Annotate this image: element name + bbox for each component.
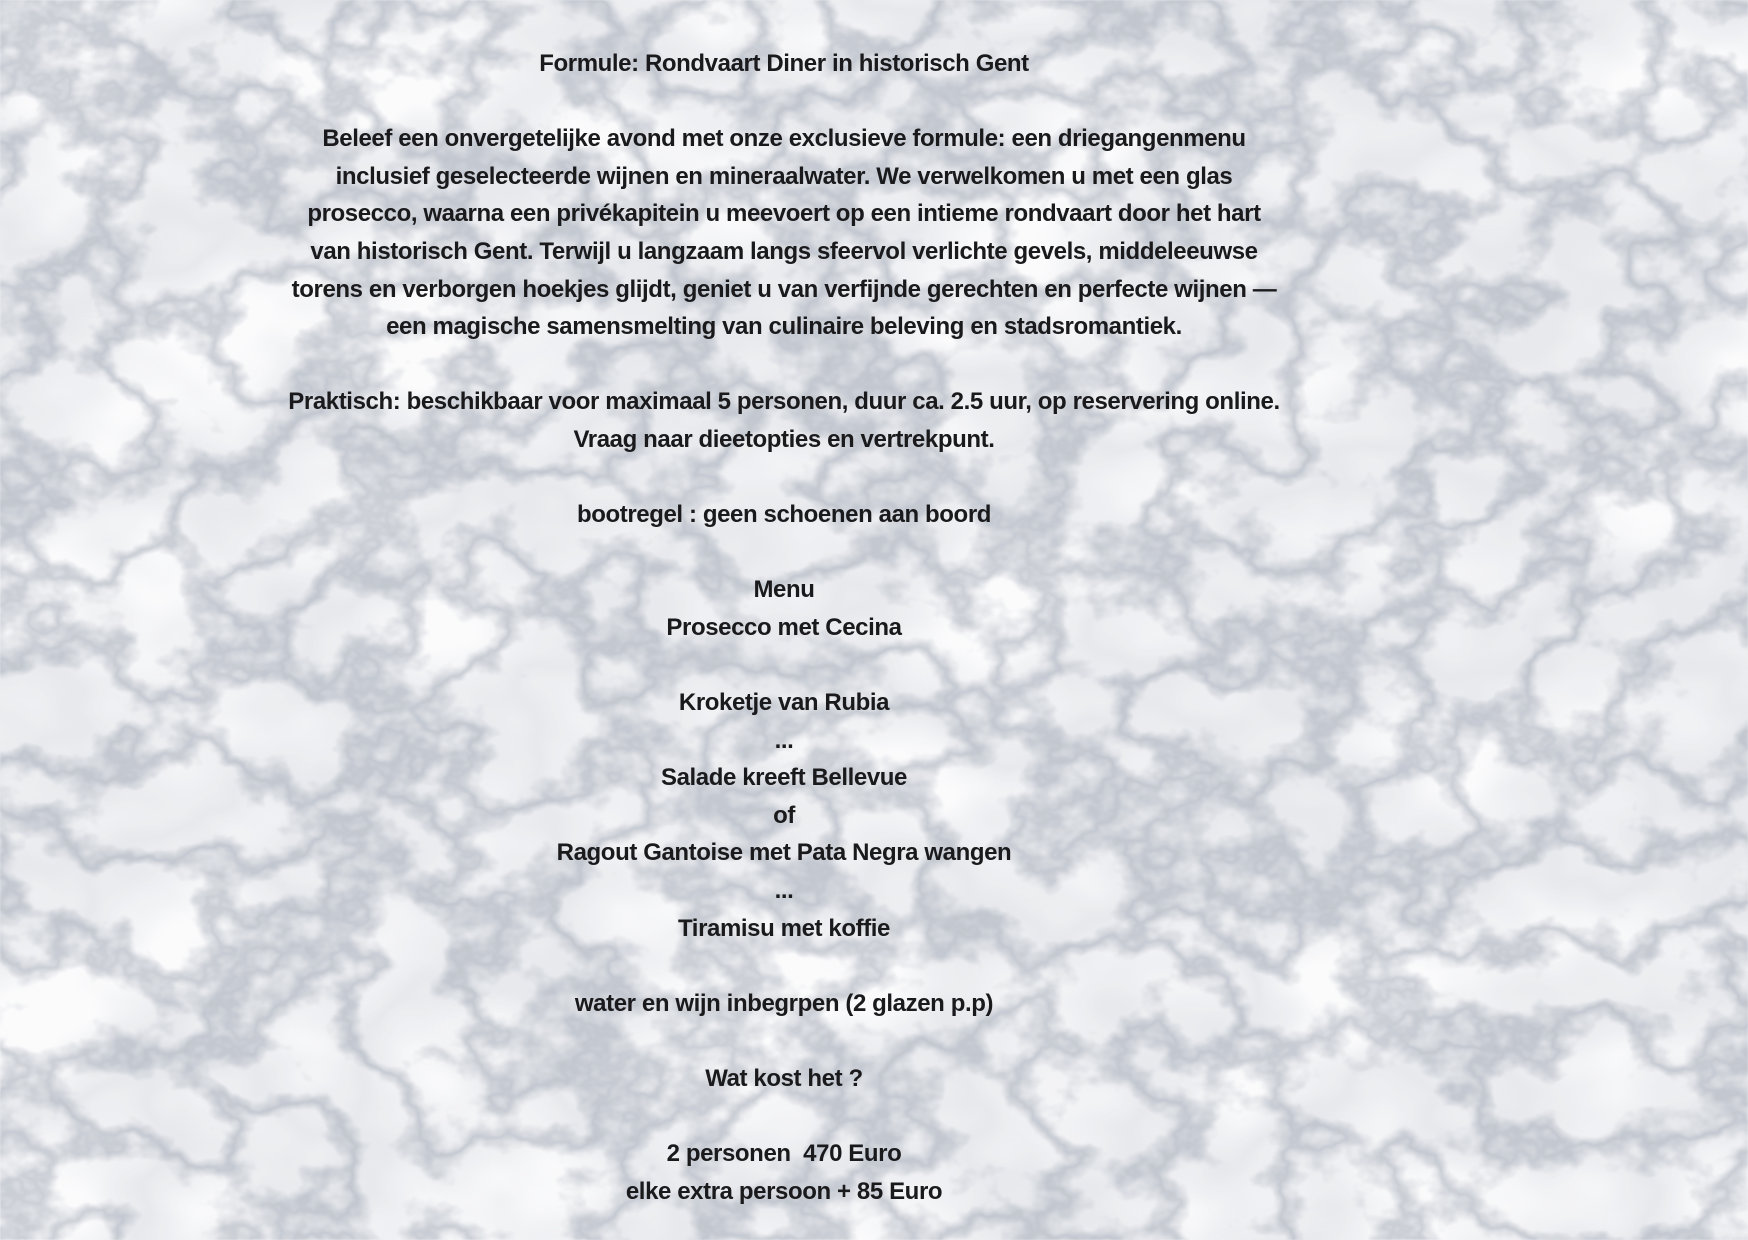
menu-document xyxy=(184,45,1384,1210)
text-line: Beleef een onvergetelijke avond met onze exclusieve formule: een driegangenmenu xyxy=(322,125,1246,153)
text-line: ... xyxy=(774,726,794,754)
text-line: torens en verborgen hoekjes glijdt, geniet u van verfijnde gerechten en perfecte wijnen — xyxy=(291,275,1277,303)
section-price-question xyxy=(184,1060,1384,1098)
text-line: een magische samensmelting van culinaire beleving en stadsromantiek. xyxy=(386,313,1182,341)
text-line: elke extra persoon + 85 Euro xyxy=(625,1177,943,1205)
section-drinks-included xyxy=(184,985,1384,1023)
section-intro-paragraph xyxy=(184,120,1384,346)
text-line: water en wijn inbegrpen (2 glazen p.p) xyxy=(574,989,994,1017)
text-line: of xyxy=(773,801,795,829)
text-line: Tiramisu met koffie xyxy=(677,914,891,942)
section-menu-courses xyxy=(184,684,1384,947)
section-menu-heading xyxy=(184,571,1384,646)
section-practical-info xyxy=(184,383,1384,458)
text-line: ... xyxy=(774,877,794,905)
section-pricing xyxy=(184,1135,1384,1210)
text-line: Vraag naar dieetopties en vertrekpunt. xyxy=(573,425,995,453)
text-line: Kroketje van Rubia xyxy=(678,689,890,717)
section-boat-rule xyxy=(184,496,1384,534)
page-title: Formule: Rondvaart Diner in historisch Gent xyxy=(539,50,1029,77)
text-line: Ragout Gantoise met Pata Negra wangen xyxy=(556,839,1012,867)
text-line: inclusief geselecteerde wijnen en mineraalwater. We verwelkomen u met een glas xyxy=(335,162,1233,190)
text-line: Menu xyxy=(753,576,815,604)
text-line: Prosecco met Cecina xyxy=(666,613,902,641)
text-line: Praktisch: beschikbaar voor maximaal 5 personen, duur ca. 2.5 uur, op reservering online. xyxy=(288,388,1280,416)
text-line: prosecco, waarna een privékapitein u meevoert op een intieme rondvaart door het hart xyxy=(307,200,1261,228)
text-line: bootregel : geen schoenen aan boord xyxy=(576,501,992,529)
text-line: 2 personen 470 Euro xyxy=(666,1140,902,1168)
text-line: Salade kreeft Bellevue xyxy=(660,764,907,792)
document-body xyxy=(184,120,1384,1210)
text-line: van historisch Gent. Terwijl u langzaam langs sfeervol verlichte gevels, middeleeuwse xyxy=(310,237,1258,265)
text-line: Wat kost het ? xyxy=(705,1065,863,1093)
